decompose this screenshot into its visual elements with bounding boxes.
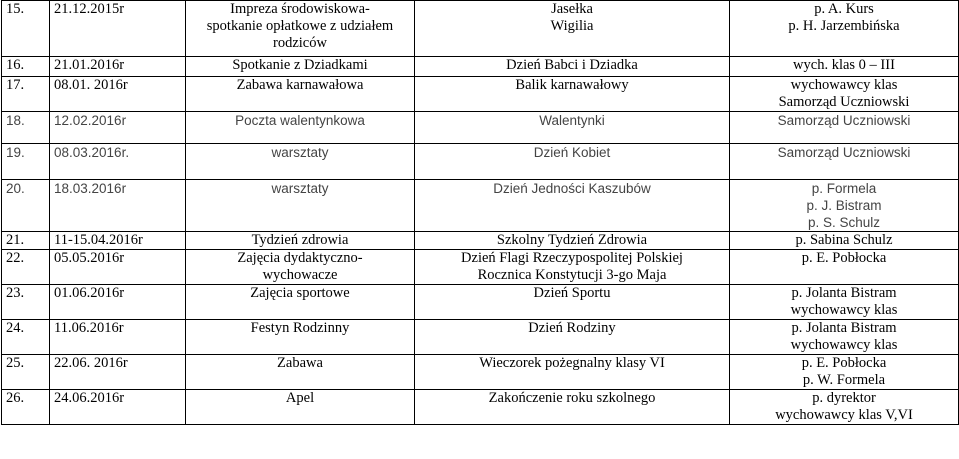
theme-cell-line: Balik karnawałowy bbox=[515, 77, 629, 93]
responsible-cell bbox=[730, 320, 959, 355]
event-cell-line: Impreza środowiskowa- bbox=[230, 1, 370, 17]
date-cell: 08.03.2016r. bbox=[50, 144, 186, 180]
responsible-cell-line: p. dyrektor bbox=[812, 390, 876, 406]
event-cell-line: wychowacze bbox=[262, 267, 338, 283]
theme-cell-line: Wigilia bbox=[550, 18, 594, 34]
event-cell bbox=[186, 77, 415, 112]
event-cell-line: spotkanie opłatkowe z udziałem bbox=[206, 18, 394, 34]
responsible-cell-line: wychowawcy klas V,VI bbox=[775, 407, 913, 423]
responsible-cell-line: p. W. Formela bbox=[802, 372, 886, 388]
theme-cell-line: Jasełka bbox=[551, 1, 593, 17]
event-cell bbox=[186, 355, 415, 390]
responsible-cell bbox=[730, 390, 959, 425]
table-row bbox=[2, 232, 959, 250]
responsible-cell-line: wychowawcy klas bbox=[790, 337, 898, 353]
row-number-cell: 26. bbox=[2, 390, 50, 425]
theme-cell-line: Wieczorek pożegnalny klasy VI bbox=[479, 355, 665, 371]
theme-cell bbox=[415, 320, 730, 355]
responsible-cell-line: p. J. Bistram bbox=[806, 198, 882, 213]
event-cell-line: Zajęcia sportowe bbox=[250, 285, 350, 301]
theme-cell bbox=[415, 77, 730, 112]
event-cell-line: Poczta walentynkowa bbox=[235, 113, 365, 128]
event-cell bbox=[186, 112, 415, 144]
event-cell-line: Zajęcia dydaktyczno- bbox=[237, 250, 363, 266]
row-number-cell: 15. bbox=[2, 1, 50, 57]
date-cell: 21.01.2016r bbox=[50, 57, 186, 77]
theme-cell-line: Dzień Kobiet bbox=[533, 145, 611, 160]
date-cell: 24.06.2016r bbox=[50, 390, 186, 425]
table-row bbox=[2, 144, 959, 180]
responsible-cell-line: p. S. Schulz bbox=[807, 215, 881, 230]
event-cell bbox=[186, 1, 415, 57]
theme-cell-line: Dzień Jedności Kaszubów bbox=[493, 181, 651, 196]
theme-cell bbox=[415, 1, 730, 57]
theme-cell bbox=[415, 180, 730, 232]
row-number-cell: 16. bbox=[2, 57, 50, 77]
date-cell: 12.02.2016r bbox=[50, 112, 186, 144]
event-cell bbox=[186, 390, 415, 425]
event-cell bbox=[186, 320, 415, 355]
table-row bbox=[2, 355, 959, 390]
responsible-cell bbox=[730, 112, 959, 144]
theme-cell bbox=[415, 144, 730, 180]
row-number-cell: 21. bbox=[2, 232, 50, 250]
theme-cell bbox=[415, 232, 730, 250]
responsible-cell-line: p. H. Jarzembińska bbox=[788, 18, 900, 34]
event-cell-line: rodziców bbox=[273, 35, 327, 51]
theme-cell bbox=[415, 390, 730, 425]
responsible-cell-line: wych. klas 0 – III bbox=[793, 57, 895, 73]
row-number-cell: 23. bbox=[2, 285, 50, 320]
theme-cell bbox=[415, 250, 730, 285]
responsible-cell-line: p. Sabina Schulz bbox=[795, 232, 893, 248]
responsible-cell-line: p. Formela bbox=[811, 181, 877, 196]
event-cell-line: Spotkanie z Dziadkami bbox=[232, 57, 368, 73]
theme-cell-line: Zakończenie roku szkolnego bbox=[488, 390, 656, 406]
responsible-cell bbox=[730, 1, 959, 57]
responsible-cell-line: p. E. Pobłocka bbox=[801, 250, 887, 266]
date-cell: 05.05.2016r bbox=[50, 250, 186, 285]
row-number-cell: 18. bbox=[2, 112, 50, 144]
responsible-cell-line: p. E. Pobłocka bbox=[801, 355, 887, 371]
table-row bbox=[2, 77, 959, 112]
event-cell bbox=[186, 285, 415, 320]
theme-cell-line: Szkolny Tydzień Zdrowia bbox=[496, 232, 648, 248]
row-number-cell: 24. bbox=[2, 320, 50, 355]
event-cell-line: warsztaty bbox=[271, 181, 329, 196]
theme-cell bbox=[415, 57, 730, 77]
table-row bbox=[2, 250, 959, 285]
responsible-cell-line: Samorząd Uczniowski bbox=[778, 94, 910, 110]
table-row bbox=[2, 320, 959, 355]
table-row bbox=[2, 57, 959, 77]
date-cell: 22.06. 2016r bbox=[50, 355, 186, 390]
responsible-cell-line: Samorząd Uczniowski bbox=[777, 113, 911, 128]
table-row bbox=[2, 112, 959, 144]
row-number-cell: 19. bbox=[2, 144, 50, 180]
event-cell-line: Zabawa bbox=[277, 355, 323, 371]
event-cell-line: warsztaty bbox=[271, 145, 329, 160]
responsible-cell bbox=[730, 232, 959, 250]
date-cell: 21.12.2015r bbox=[50, 1, 186, 57]
table-row bbox=[2, 1, 959, 57]
theme-cell-line: Rocznica Konstytucji 3-go Maja bbox=[477, 267, 667, 283]
row-number-cell: 20. bbox=[2, 180, 50, 232]
event-cell bbox=[186, 250, 415, 285]
theme-cell-line: Dzień Sportu bbox=[533, 285, 611, 301]
responsible-cell bbox=[730, 250, 959, 285]
row-number-cell: 25. bbox=[2, 355, 50, 390]
responsible-cell bbox=[730, 57, 959, 77]
event-cell-line: Festyn Rodzinny bbox=[250, 320, 350, 336]
responsible-cell-line: p. A. Kurs bbox=[814, 1, 874, 17]
event-cell bbox=[186, 57, 415, 77]
table-row bbox=[2, 180, 959, 232]
event-cell bbox=[186, 144, 415, 180]
events-schedule-table bbox=[1, 0, 959, 425]
responsible-cell-line: p. Jolanta Bistram bbox=[791, 285, 897, 301]
theme-cell bbox=[415, 112, 730, 144]
event-cell-line: Zabawa karnawałowa bbox=[236, 77, 364, 93]
responsible-cell bbox=[730, 355, 959, 390]
responsible-cell bbox=[730, 180, 959, 232]
schedule-body bbox=[2, 1, 959, 425]
responsible-cell-line: p. Jolanta Bistram bbox=[791, 320, 897, 336]
row-number-cell: 17. bbox=[2, 77, 50, 112]
theme-cell-line: Walentynki bbox=[539, 113, 605, 128]
theme-cell bbox=[415, 355, 730, 390]
event-cell bbox=[186, 232, 415, 250]
date-cell: 01.06.2016r bbox=[50, 285, 186, 320]
responsible-cell-line: Samorząd Uczniowski bbox=[777, 145, 911, 160]
theme-cell-line: Dzień Rodziny bbox=[528, 320, 616, 336]
date-cell: 11-15.04.2016r bbox=[50, 232, 186, 250]
theme-cell-line: Dzień Babci i Dziadka bbox=[506, 57, 638, 73]
theme-cell bbox=[415, 285, 730, 320]
table-row bbox=[2, 390, 959, 425]
responsible-cell bbox=[730, 285, 959, 320]
responsible-cell bbox=[730, 144, 959, 180]
responsible-cell-line: wychowawcy klas bbox=[790, 77, 898, 93]
event-cell-line: Tydzień zdrowia bbox=[251, 232, 349, 248]
date-cell: 18.03.2016r bbox=[50, 180, 186, 232]
date-cell: 11.06.2016r bbox=[50, 320, 186, 355]
date-cell: 08.01. 2016r bbox=[50, 77, 186, 112]
theme-cell-line: Dzień Flagi Rzeczypospolitej Polskiej bbox=[461, 250, 683, 266]
event-cell-line: Apel bbox=[285, 390, 315, 406]
row-number-cell: 22. bbox=[2, 250, 50, 285]
responsible-cell bbox=[730, 77, 959, 112]
table-row bbox=[2, 285, 959, 320]
responsible-cell-line: wychowawcy klas bbox=[790, 302, 898, 318]
event-cell bbox=[186, 180, 415, 232]
